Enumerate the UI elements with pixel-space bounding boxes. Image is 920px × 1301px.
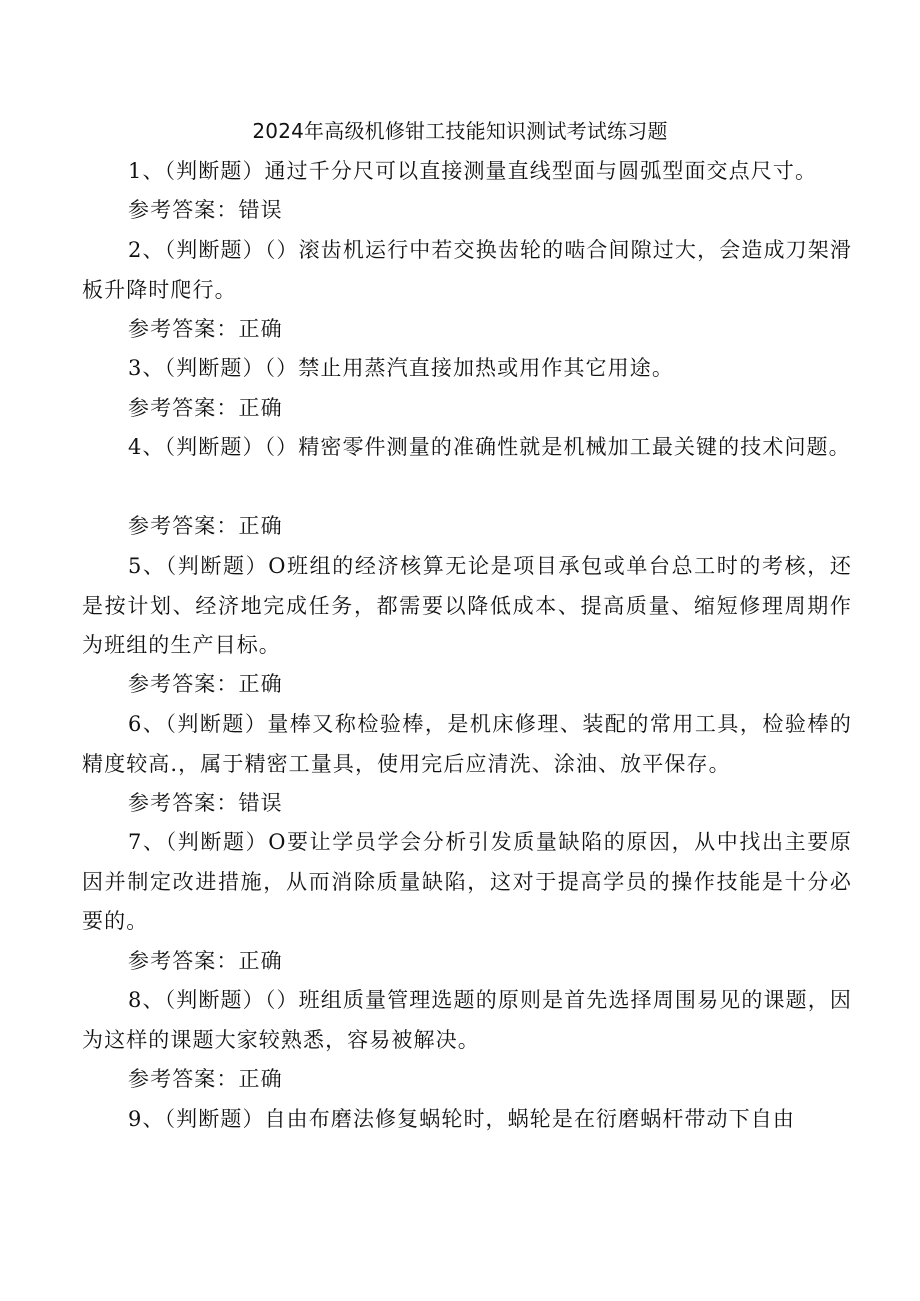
question-5: 5、（判断题）O班组的经济核算无论是项目承包或单台总工时的考核，还是按计划、经济地完成任务，都需要以降低成本、提高质量、缩短修理周期作为班组的生产目标。 — [82, 554, 852, 657]
answer-2: 参考答案：正确 — [128, 317, 283, 341]
question-9: 9、（判断题）自由布磨法修复蜗轮时，蜗轮是在衍磨蜗杆带动下自由 — [128, 1107, 795, 1131]
question-4: 4、（判断题）（）精密零件测量的准确性就是机械加工最关键的技术问题。 — [128, 435, 851, 459]
question-8: 8、（判断题）（）班组质量管理选题的原则是首先选择周围易见的课题，因为这样的课题大家较熟悉，容易被解决。 — [82, 988, 852, 1052]
question-1: 1、（判断题）通过千分尺可以直接测量直线型面与圆弧型面交点尺寸。 — [128, 159, 818, 183]
answer-4: 参考答案：正确 — [128, 514, 283, 538]
answer-6: 参考答案：错误 — [128, 791, 283, 815]
question-3: 3、（判断题）（）禁止用蒸汽直接加热或用作其它用途。 — [128, 356, 674, 380]
answer-7: 参考答案：正确 — [128, 949, 283, 973]
document-title: 2024年高级机修钳工技能知识测试考试练习题 — [252, 119, 668, 143]
answer-5: 参考答案：正确 — [128, 672, 283, 696]
question-7: 7、（判断题）O要让学员学会分析引发质量缺陷的原因，从中找出主要原因并制定改进措施，从而消除质量缺陷，这对于提高学员的操作技能是十分必要的。 — [82, 830, 852, 933]
answer-1: 参考答案：错误 — [128, 198, 283, 222]
question-2: 2、（判断题）（）滚齿机运行中若交换齿轮的啮合间隙过大，会造成刀架滑板升降时爬行。 — [82, 238, 852, 302]
answer-8: 参考答案：正确 — [128, 1067, 283, 1091]
question-6: 6、（判断题）量棒又称检验棒，是机床修理、装配的常用工具，检验棒的精度较高.，属于精密工量具，使用完后应清洗、涂油、放平保存。 — [82, 712, 852, 776]
answer-3: 参考答案：正确 — [128, 396, 283, 420]
